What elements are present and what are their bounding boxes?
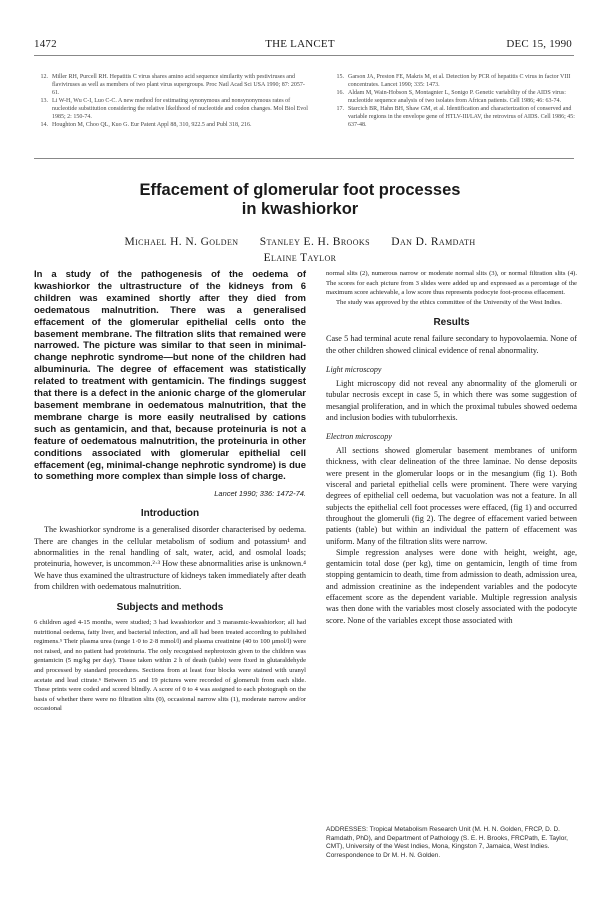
article-title-line: Effacement of glomerular foot processes [139, 181, 461, 199]
reference-number: 12. [40, 74, 48, 80]
author-name: Dan D. Ramdath [391, 236, 476, 248]
references-right [330, 73, 575, 129]
author-name: Elaine Taylor [263, 252, 337, 264]
reference-number: 13. [40, 98, 48, 104]
reference-text: Li W-H, Wu C-I, Luo C-C. A new method for estimating synonymous and nonsynonymous rates of nucleotide substitution considering the relative likelihood of nucleotide and codon changes. Mol Biol Evol 1985; 2: 150-74. [52, 98, 308, 120]
methods-text: 6 children aged 4-15 months, were studied; 3 had kwashiorkor and 3 marasmic-kwashiorkor; all had nutritional oedema, fatty liver, and bacterial infection, and all had been treated according to published regimens.⁵ Their plasma urea (range 1·0 to 2·8 mmol/l) and plasma creatinine (40 to 100 μmol/l) were not raised, and no patient had proteinuria. The only recognised nephrotoxin given to the children was gentamicin (5 mg/kg per day). Tissue taken within 2 h of death (table) were fixed in glutaraldehyde and processed by standard procedures. Sections from at least four blocks were stained with uranyl acetate and lead citrate.⁶ Between 15 and 19 pictures were recorded of glomeruli from each slide. These prints were coded and scored blindly. A score of 0 to 4 was assigned to each photograph on the basis of whether there were no filtration slits (0), occasional narrow slits (1), moderate narrow and/or occasional [34, 619, 306, 713]
section-rule [34, 158, 574, 159]
reference-text: Miller RH, Purcell RH. Hepatitis C virus shares amino acid sequence similarity with pestiviruses and flaviviruses as well as members of two plant virus supergroups. Proc Natl Acad Sci USA 1990; 87: 2057-61. [52, 74, 305, 96]
reference-item [34, 73, 309, 97]
section-heading: Results [433, 317, 470, 329]
reference-number: 15. [336, 74, 344, 80]
reference-number: 17. [336, 106, 344, 112]
citation: Lancet 1990; 336: 1472-74. [214, 489, 306, 499]
abstract: In a study of the pathogenesis of the oedema of kwashiorkor the ultrastructure of the kidneys from 6 children was examined shortly after they died from oedematous malnutrition. There was a generalised effacement of the glomerular epithelial cells onto the basement membrane. The filtration slits that remained were narrowed. The picture was similar to that seen in minimal-change nephrotic syndrome—but none of the children had albuminuria. The degree of effacement was statistically related to treatment with gentamicin. The findings suggest that there is a defect in the anionic charge of the glomerular basement membrane in oedematous malnutrition, that the membrane charge is more easily neutralised by cations such as gentamicin, and that, because proteinuria is not a feature of oedematous malnutrition, the proteinuria in other conditions associated with glomerular epithelial cell effacement (eg, minimal-change nephrotic syndrome) is due to something more complex than simple loss of charge. [34, 269, 306, 483]
subsection-heading: Electron microscopy [326, 432, 392, 442]
reference-number: 16. [336, 90, 344, 96]
electron-microscopy-text: Simple regression analyses were done with height, weight, age, gentamicin total dose (per kg), time on gentamicin, length of time from stopping gentamicin to death, time from admission to death, admission urea, and admission creatinine as the independent variables and the podocyte effacement score as the dependent variable. Multiple regression analysis was then done with the variables most closely associated with the podocyte score. None of the variables except those associated with [326, 547, 577, 625]
left-column [34, 269, 306, 714]
subsection-heading: Light microscopy [326, 364, 382, 374]
reference-number: 14. [40, 122, 48, 128]
reference-item [330, 89, 575, 105]
methods-continued-text: normal slits (2), numerous narrow or moderate normal slits (3), or normal filtration slits (4). The scores for each picture from 3 slides were added up and expressed as a percentage of the maximum score achievable, a low score thus represents podocyte foot-process effacement. [326, 270, 577, 297]
section-heading: Introduction [140, 508, 200, 520]
results-text: Case 5 had terminal acute renal failure secondary to hypovolaemia. None of the other children showed clinical evidence of renal abnormality. [326, 334, 577, 355]
reference-item [330, 105, 575, 129]
reference-item [330, 73, 575, 89]
author-addresses: ADDRESSES: Tropical Metabolism Research Unit (M. H. N. Golden, FRCP, D. D. Ramdath, PhD), and Department of Pathology (S. E. H. Brooks, FRCPath, E. Taylor, CMT), University of the West Indies, Mona, Kingston 7, Jamaica, West Indies. Correspondence to Dr M. H. N. Golden. [326, 826, 568, 859]
reference-text: Houghton M, Choo QL, Kuo G. Eur Patent Appl 88, 310, 922.5 and Publ 318, 216. [52, 122, 252, 128]
journal-name: THE LANCET [265, 38, 335, 50]
header-rule [34, 55, 574, 56]
ethics-text: The study was approved by the ethics committee of the University of the West Indies. [336, 298, 562, 306]
article-title-line: in kwashiorkor [241, 200, 359, 218]
author-list [0, 234, 600, 266]
author-name: Stanley E. H. Brooks [259, 236, 370, 248]
right-column [326, 269, 577, 626]
page-number: 1472 [34, 38, 57, 50]
introduction-text: The kwashiorkor syndrome is a generalised disorder characterised by oedema. There are changes in the cellular metabolism of sodium and potassium¹ and abnormalities in the renal handling of salt, water, acid, and osmolal loads; proteinuria, however, is uncommon.²·³ How these abnormalities arise is unknown.⁴ We have thus examined the ultrastructure of kidneys taken immediately after death from children with oedematous malnutrition. [34, 525, 306, 591]
reference-item [34, 121, 309, 129]
light-microscopy-text: Light microscopy did not reveal any abnormality of the glomeruli or tubular necrosis except in case 5, in which there was some suggestion of mesangial proliferation, and in which the proximal tubules showed oedema and inclusion bodies with tubulorrhexis. [326, 378, 577, 422]
article-title [0, 181, 600, 219]
reference-text: Garson JA, Preston FE, Makris M, et al. Detection by PCR of hepatitis C virus in factor VIII concentrates. Lancet 1990; 335: 1473. [348, 74, 571, 88]
reference-text: Aldam M, Wain-Hobson S, Montagnier L, Sonigo P. Genetic variability of the AIDS virus: nucleotide sequence analysis of two isolates from African patients. Cell 1986; 46: 63-74. [348, 90, 566, 104]
section-heading: Subjects and methods [116, 602, 224, 614]
issue-date: DEC 15, 1990 [506, 38, 572, 50]
reference-item [34, 97, 309, 121]
references-left [34, 73, 309, 129]
reference-text: Starcich BR, Hahn BH, Shaw GM, et al. Identification and characterization of conserved and variable regions in the envelope gene of HTLV-III/LAV, the retrovirus of AIDS. Cell 1986; 45: 637-48. [348, 106, 575, 128]
electron-microscopy-text: All sections showed glomerular basement membranes of uniform thickness, with clear delineation of the three laminae. No dense deposits were present in the glomerular loops or in the mesangium (fig 1). Both visceral and parietal epithelial cells were prominent. There were varying degrees of epithelial cell oedema, but vacuolation was not a feature. In all subjects the epithelial cell foot processes were effaced, (fig 1) and occurred throughout the glomeruli (fig 2). The degree of effacement varied between patients (table) but within an individual the pattern of effacement was uniform. Many of the filtration slits were narrow. [326, 446, 577, 546]
author-name: Michael H. N. Golden [124, 236, 239, 248]
